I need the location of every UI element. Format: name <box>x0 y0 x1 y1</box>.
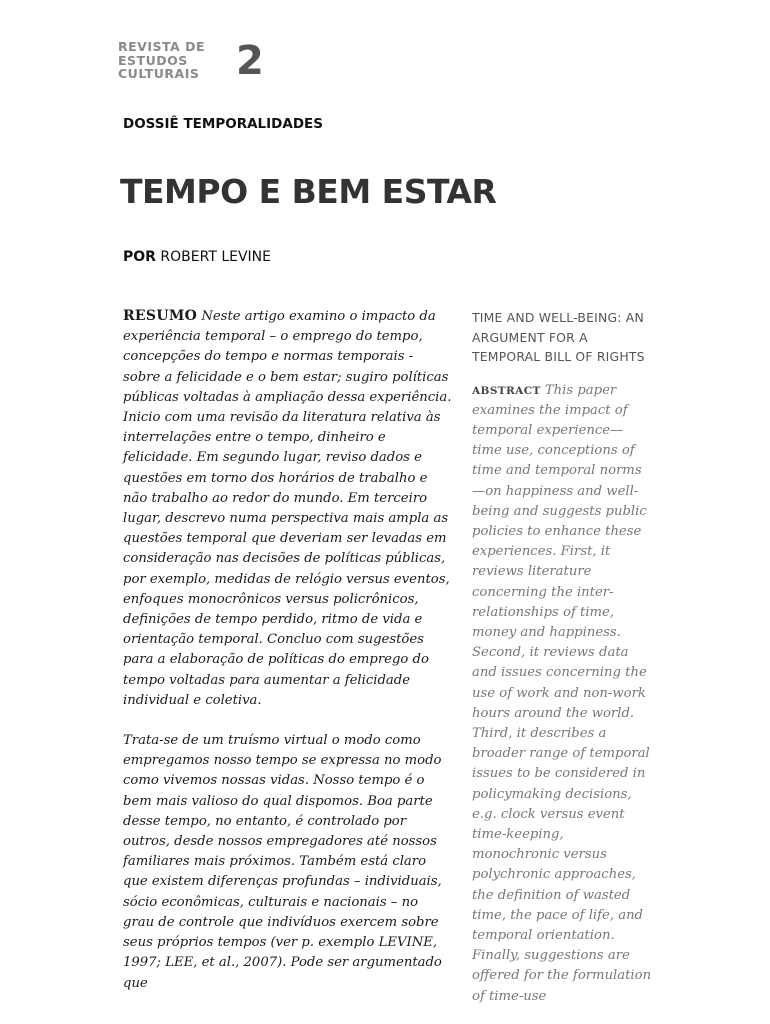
english-column <box>472 308 652 1007</box>
journal-name-line: CULTURAIS <box>118 66 200 81</box>
resumo-text: Neste artigo examino o impacto da experiência temporal – o emprego do tempo, concepções do tempo e normas temporais - sobre a felicidade e o bem estar; sugiro políticas públicas voltadas à ampliação dessa experiência. Inicio com uma revisão da literatura relativa às interrelações entre o tempo, dinheiro e felicidade. Em segundo lugar, reviso dados e questões em torno dos horários de trabalho e não trabalho ao redor do mundo. Em terceiro lugar, descrevo numa perspectiva mais ampla as questões temporal que deveriam ser levadas em consideração nas decisões de políticas públicas, por exemplo, medidas de relógio versus eventos, enfoques monocrônicos versus policrônicos, definições de tempo perdido, ritmo de vida e orientação temporal. Concluo com sugestões para a elaboração de políticas do emprego do tempo voltadas para aumentar a felicidade individual e coletiva. <box>123 309 452 708</box>
journal-name <box>118 40 205 81</box>
abstract-label: ABSTRACT <box>472 384 541 397</box>
portuguese-column <box>123 306 453 1014</box>
section-label: DOSSIÊ TEMPORALIDADES <box>123 116 323 132</box>
english-abstract <box>472 381 652 1007</box>
abstract-text: This paper examines the impact of temporal experience—time use, conceptions of time and temporal norms—on happiness and well-being and suggests public policies to enhance these experiences. First, it reviews literature concerning the inter-relationships of time, money and happiness. Second, it reviews data and issues concerning the use of work and non-work hours around the world. Third, it describes a broader range of temporal issues to be considered in policymaking decisions, e.g. clock versus event time-keeping, monochronic versus polychronic approaches, the definition of wasted time, the pace of life, and temporal orientation. Finally, suggestions are offered for the formulation of time-use <box>472 382 652 1004</box>
journal-name-line: ESTUDOS <box>118 52 188 68</box>
issue-number: 2 <box>236 38 264 84</box>
resumo-paragraph <box>123 306 453 711</box>
byline <box>123 249 271 265</box>
article-title: TEMPO E BEM ESTAR <box>120 172 497 211</box>
body-paragraph: Trata-se de um truísmo virtual o modo como empregamos nosso tempo se expressa no modo como vivemos nossas vidas. Nosso tempo é o bem mais valioso do qual dispomos. Boa parte desse tempo, no entanto, é controlado por outros, desde nossos empregadores até nossos familiares mais próximos. Também está claro que existem diferenças profundas – individuais, sócio econômicas, culturais e nacionais – no grau de controle que indivíduos exercem sobre seus próprios tempos (ver p. exemplo LEVINE, 1997; LEE, et al., 2007). Pode ser argumentado que <box>123 733 442 991</box>
journal-name-line: REVISTA DE <box>118 39 205 54</box>
english-title: TIME AND WELL-BEING: AN ARGUMENT FOR A TEMPORAL BILL OF RIGHTS <box>472 310 645 364</box>
byline-prefix: POR <box>123 249 156 265</box>
author-name: ROBERT LEVINE <box>160 249 271 265</box>
resumo-label: RESUMO <box>123 308 198 324</box>
